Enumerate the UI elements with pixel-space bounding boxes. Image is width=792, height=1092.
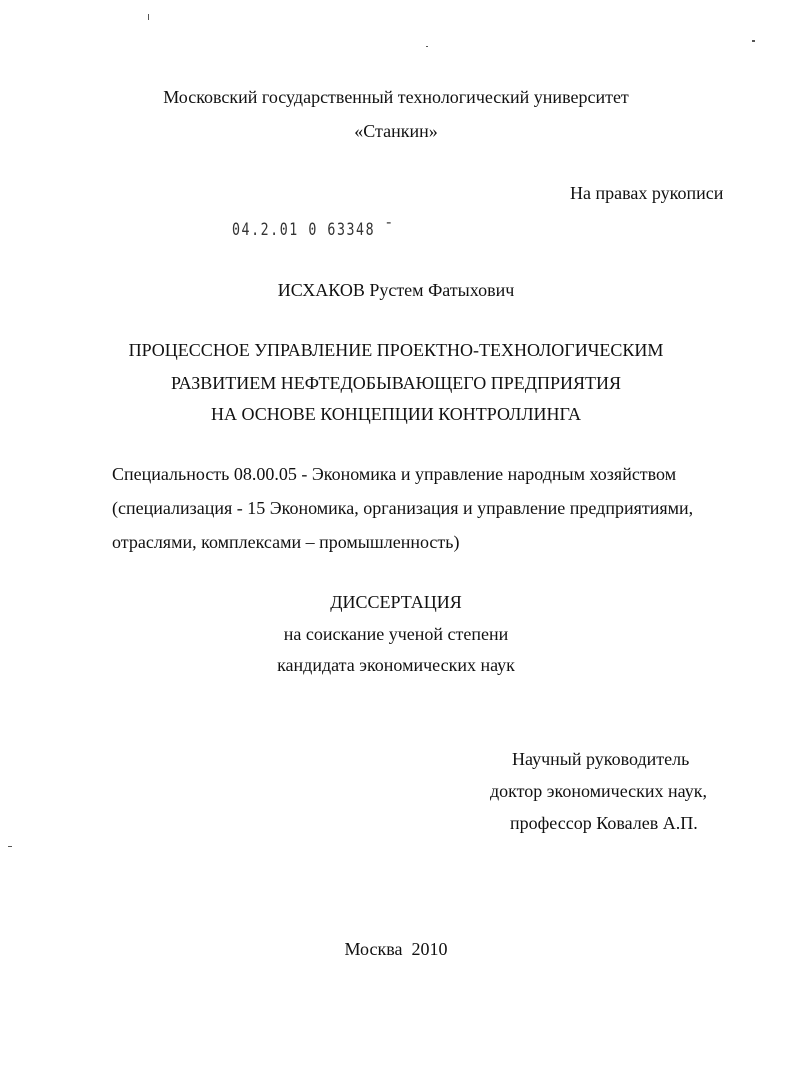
- university-name: Московский государственный технологический университет: [163, 87, 629, 107]
- scan-speck: [752, 40, 755, 42]
- author-name: ИСХАКОВ Рустем Фатыхович: [277, 280, 515, 300]
- work-type-line-2: кандидата экономических наук: [277, 655, 515, 675]
- city-year: Москва 2010: [344, 939, 448, 959]
- supervisor-name: профессор Ковалев А.П.: [510, 813, 698, 833]
- specialty-line-1: Специальность 08.00.05 - Экономика и управление народным хозяйством: [112, 464, 677, 484]
- supervisor-role: Научный руководитель: [512, 749, 690, 769]
- dissertation-title-line-2: РАЗВИТИЕМ НЕФТЕДОБЫВАЮЩЕГО ПРЕДПРИЯТИЯ: [170, 373, 622, 393]
- work-type-line-1: на соискание ученой степени: [283, 624, 509, 644]
- specialty-line-2: (специализация - 15 Экономика, организация и управление предприятиями,: [112, 498, 694, 518]
- scan-speck: [426, 46, 428, 47]
- scan-speck: [8, 846, 12, 847]
- supervisor-degree: доктор экономических наук,: [490, 781, 707, 801]
- dissertation-title-line-3: НА ОСНОВЕ КОНЦЕПЦИИ КОНТРОЛЛИНГА: [210, 404, 581, 424]
- scan-speck: [148, 14, 149, 20]
- manuscript-rights-label: На правах рукописи: [570, 183, 724, 203]
- registration-stamp: 04.2.01 0 63348 ˉ: [232, 220, 395, 240]
- specialty-line-3: отраслями, комплексами – промышленность): [112, 532, 460, 552]
- work-type-title: ДИССЕРТАЦИЯ: [330, 592, 462, 612]
- dissertation-title-line-1: ПРОЦЕССНОЕ УПРАВЛЕНИЕ ПРОЕКТНО-ТЕХНОЛОГИЧЕСКИМ: [128, 340, 664, 360]
- university-short-name: «Станкин»: [354, 121, 438, 141]
